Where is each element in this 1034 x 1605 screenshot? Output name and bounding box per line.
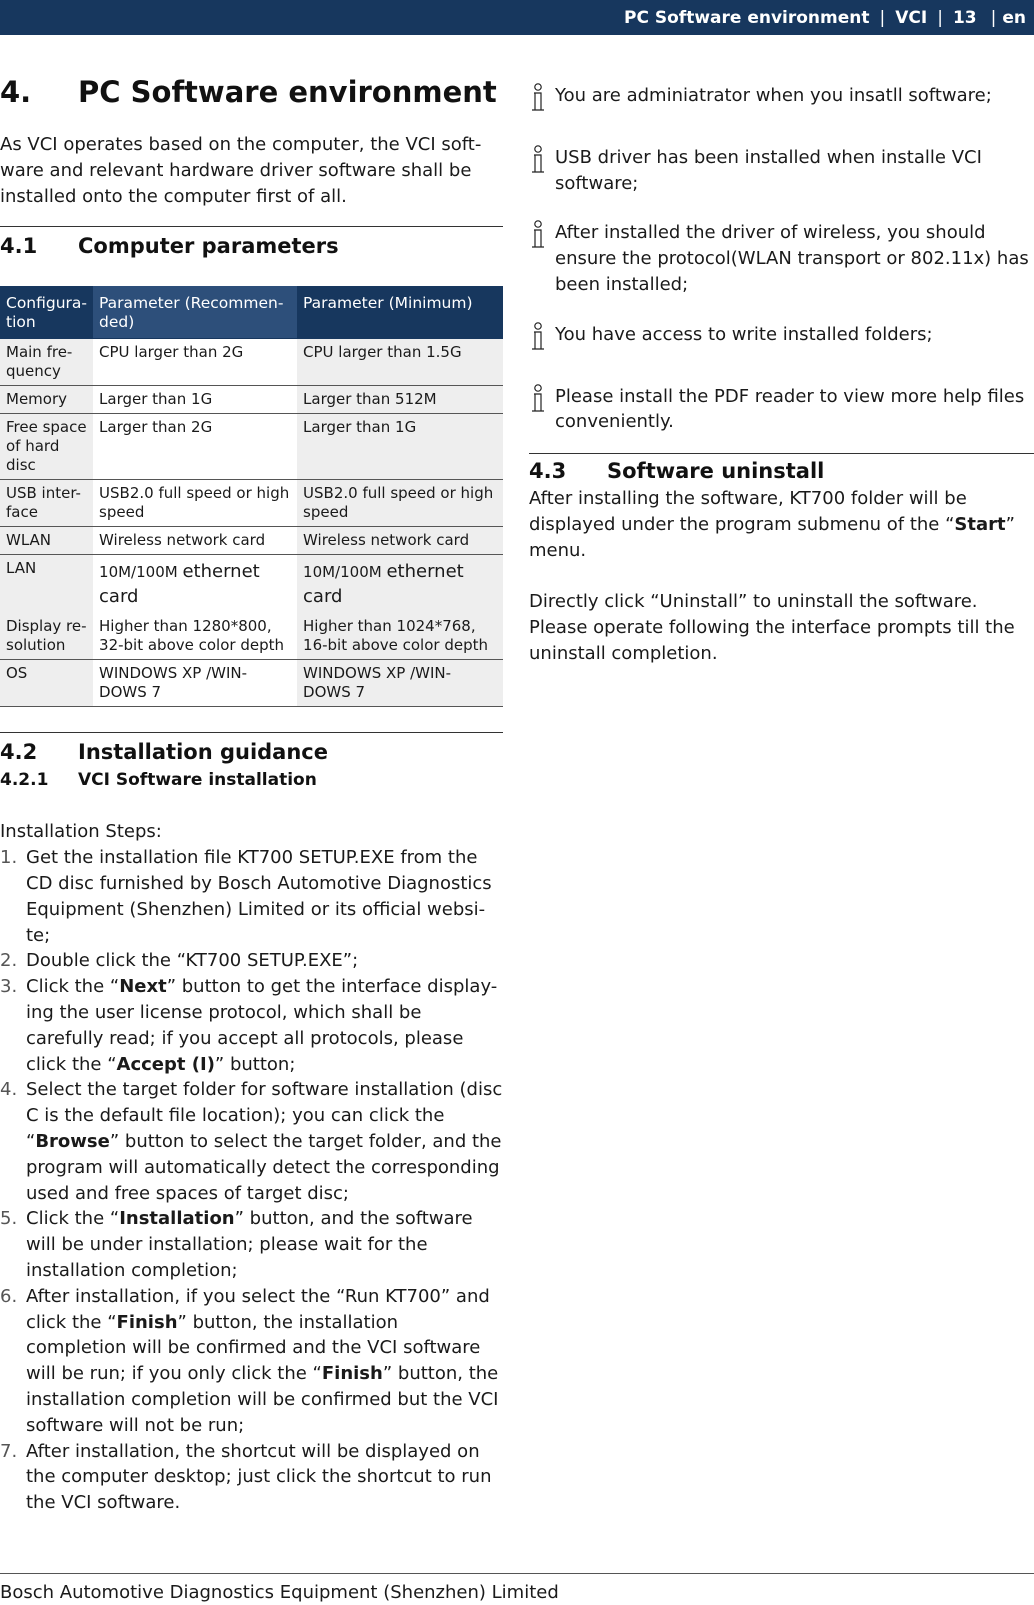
table-cell: CPU larger than 2G [93,339,297,386]
step-number: 4. [0,1079,18,1101]
table-cell: Larger than 512M [297,386,503,414]
info-note [529,322,1034,360]
table-cell: Larger than 2G [93,414,297,480]
step-number: 3. [0,976,18,998]
info-icon [529,83,555,121]
chapter-intro: As VCI operates based on the computer, the VCI soft- ware and relevant hardware driver software shall be installed onto the computer first of all. [0,134,482,207]
section-divider [0,732,503,733]
next-button-label: Next [119,976,167,998]
info-note [529,384,1034,436]
step-text-part: After installation, the shortcut will be displayed on the computer desktop; just click the shortcut to run the VCI software. [26,1440,492,1514]
computer-parameters-table [0,286,503,707]
section-divider [529,453,1034,454]
table-cell: Display re- solution [0,613,93,660]
table-header-row [0,286,503,339]
table-row [0,386,503,414]
table-header-cell: Configura- tion [0,286,93,339]
info-icon [529,145,555,197]
lan-speed: 10M/100M [303,563,382,582]
table-cell: Higher than 1280*800, 32-bit above color depth [93,613,297,660]
step-number: 6. [0,1285,18,1307]
start-menu-label: Start [954,513,1006,535]
step-text-part: Select the target folder for software installation (disc C is the default file location); you can click the “ [26,1079,503,1152]
header-section-title: PC Software environment [624,7,870,28]
steps-label: Installation Steps: [0,821,162,843]
lan-suffix: ethernet card [99,561,260,608]
step-text-part: Get the installation file KT700 SETUP.EXE from the CD disc furnished by Bosch Automotive Diagnostics Equipment (Shenzhen) Limited or its official websi- te; [26,847,492,946]
section-title: Computer parameters [78,234,339,259]
table-cell: LAN [0,555,93,614]
paragraph-text: ” menu. [529,513,1015,561]
table-row [0,480,503,527]
table-cell: Wireless network card [297,527,503,555]
header-product: VCI [895,7,928,28]
table-row [0,660,503,707]
note-text: You are adminiatrator when you insatll software; [555,85,992,106]
browse-button-label: Browse [35,1130,110,1152]
step-text-part: After installation, if you select the “Run KT700” and click the “ [26,1285,490,1333]
list-item [0,1284,503,1439]
step-text [26,948,503,974]
table-cell: USB2.0 full speed or high speed [93,480,297,527]
accept-button-label: Accept (I) [116,1053,215,1075]
uninstall-instructions: Directly click “Uninstall” to uninstall the software. Please operate following the interface prompts till the uninstall completion. [529,591,1015,664]
uninstall-paragraph [529,486,1034,563]
chapter-heading [0,70,503,114]
left-column [0,70,503,1516]
list-item [0,1077,503,1206]
list-item [0,948,503,974]
step-text [26,1439,503,1516]
step-text-part: Double click the “KT700 SETUP.EXE”; [26,950,359,972]
section-4-3-heading [529,456,1034,486]
table-cell: WINDOWS XP /WIN- DOWS 7 [297,660,503,707]
table-row [0,414,503,480]
info-icon [529,220,555,297]
header-page-number: 13 [952,7,977,28]
finish-button-label: Finish [321,1363,383,1385]
step-text-part: Click the “ [26,976,120,998]
table-cell: Memory [0,386,93,414]
info-note [529,83,1034,121]
table-row [0,555,503,614]
step-text [26,1284,503,1439]
table-cell: Higher than 1024*768, 16-bit above color depth [297,613,503,660]
table-cell: Larger than 1G [297,414,503,480]
footer-divider [0,1573,1034,1574]
section-4-1-heading [0,231,503,261]
header-language: en [1002,7,1026,28]
step-text [26,1206,503,1283]
info-icon [529,322,555,360]
section-number: 4.3 [529,459,567,484]
header-separator: | [990,7,997,28]
table-row [0,339,503,386]
table-cell: USB inter- face [0,480,93,527]
info-note [529,220,1034,297]
table-cell: CPU larger than 1.5G [297,339,503,386]
note-text: USB driver has been installed when installe VCI software; [555,146,982,194]
subsection-4-2-1-heading [0,767,503,793]
note-text: After installed the driver of wireless, you should ensure the protocol(WLAN transport or 802.11x) has been installed; [555,222,1029,295]
list-item [0,974,503,1077]
table-cell: OS [0,660,93,707]
lan-speed: 10M/100M [99,563,178,582]
subsection-number: 4.2.1 [0,770,49,791]
installation-button-label: Installation [119,1208,235,1230]
step-number: 2. [0,950,18,972]
table-cell: Larger than 1G [93,386,297,414]
lan-suffix: ethernet card [303,561,464,608]
section-title: Software uninstall [607,459,825,484]
footer-company: Bosch Automotive Diagnostics Equipment (Shenzhen) Limited [0,1582,559,1603]
section-divider [0,226,503,227]
step-text-part: ” button, and the software will be under installation; please wait for the installation completion; [26,1208,473,1281]
table-cell: WLAN [0,527,93,555]
chapter-title: PC Software environment [78,75,497,109]
section-number: 4.1 [0,234,38,259]
step-text [26,1077,503,1206]
list-item [0,1206,503,1283]
step-number: 1. [0,847,18,869]
finish-button-label: Finish [116,1311,178,1333]
step-text-part: Click the “ [26,1208,120,1230]
step-text-part: ” button, the installation completion will be confirmed and the VCI software will be run; if you only click the “ [26,1311,481,1385]
header-separator: | [937,7,943,28]
step-text-part: ” button to select the target folder, and the program will automatically detect the corresponding used and free spaces of target disc; [26,1130,502,1204]
table-cell: Wireless network card [93,527,297,555]
table-header-cell: Parameter (Minimum) [297,286,503,339]
paragraph-text: After installing the software, KT700 folder will be displayed under the program submenu of the “ [529,488,967,535]
note-text: Please install the PDF reader to view more help files conveniently. [555,385,1025,433]
table-cell: USB2.0 full speed or high speed [297,480,503,527]
table-row [0,613,503,660]
table-row [0,527,503,555]
section-title: Installation guidance [78,740,328,765]
table-cell [93,555,297,614]
page-header [0,0,1034,35]
table-header-cell: Parameter (Recommen- ded) [93,286,297,339]
table-cell: Main fre- quency [0,339,93,386]
right-column [529,70,1034,667]
header-separator: | [879,7,886,28]
step-text-part: ” button; [214,1053,296,1075]
section-number: 4.2 [0,740,38,765]
step-text [26,845,503,948]
list-item [0,1439,503,1516]
step-number: 7. [0,1440,18,1462]
subsection-title: VCI Software installation [78,770,317,791]
list-item [0,845,503,948]
section-4-2-heading [0,737,503,767]
installation-steps [0,845,503,1516]
chapter-number: 4. [0,75,32,109]
step-text-part: ” button to get the interface display- ing the user license protocol, which shall be carefully read; if you accept all protocols, please click the “ [26,976,498,1075]
step-text-part: ” button, the installation completion will be confirmed but the VCI software will not be run; [26,1363,499,1436]
table-cell [297,555,503,614]
info-icon [529,384,555,436]
step-number: 5. [0,1208,18,1230]
note-text: You have access to write installed folders; [555,323,933,345]
table-cell: WINDOWS XP /WIN- DOWS 7 [93,660,297,707]
step-text [26,974,503,1077]
table-cell: Free space of hard disc [0,414,93,480]
info-note [529,145,1034,197]
